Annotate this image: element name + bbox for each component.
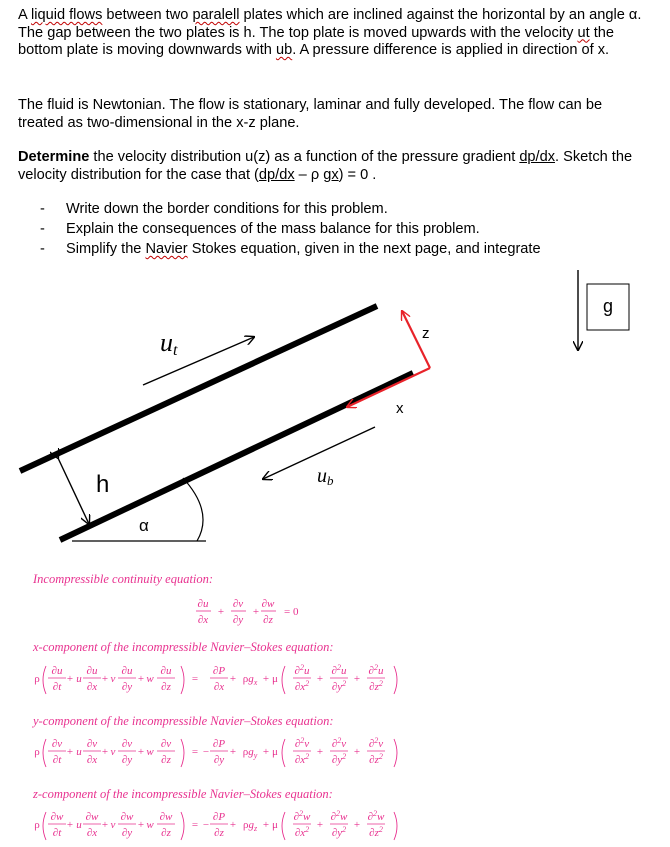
frac-den: $\partial y^2$	[331, 825, 347, 839]
frac-den: ∂t	[52, 681, 62, 693]
p3-text-3: – ρ	[294, 166, 324, 183]
operator: +	[316, 673, 324, 685]
frac	[157, 811, 175, 839]
frac-num: ∂$^2_v$	[368, 736, 384, 750]
operator: +	[316, 746, 324, 758]
task-3-post: Stokes equation, given in the next page, and integrate	[187, 241, 541, 257]
frac-den: $\partial y^2$	[331, 752, 347, 766]
num: ∂u	[197, 598, 209, 610]
operator: +	[101, 746, 109, 758]
gap-h-arrow	[58, 458, 89, 524]
frac	[118, 665, 136, 693]
paren-right	[394, 666, 397, 694]
operator: +	[66, 819, 74, 831]
p3-text-1: the velocity distribution u(z) as a function of the pressure gradient	[89, 149, 520, 165]
coef-w: w	[146, 673, 154, 685]
ns-equation-z	[34, 809, 397, 840]
x-axis-label: x	[396, 400, 404, 417]
operator: +	[229, 746, 237, 758]
operator: +	[101, 819, 109, 831]
paren-right	[181, 666, 184, 694]
frac	[293, 809, 311, 839]
den: ∂z	[263, 614, 273, 626]
frac	[48, 811, 66, 839]
equals: =	[191, 746, 199, 758]
operator: +	[353, 819, 361, 831]
frac	[330, 736, 348, 766]
frac-den: ∂z	[161, 681, 171, 693]
ub-label: ub	[317, 465, 334, 488]
problem-paragraph-2: The fluid is Newtonian. The flow is stationary, laminar and fully developed. The flow can be treated as two-dimensional in the x-z plane.	[18, 97, 603, 131]
frac	[48, 738, 66, 766]
frac-num: ∂v	[86, 738, 98, 750]
minus: −	[202, 746, 210, 758]
x-axis-arrow	[347, 368, 430, 407]
p1-ub: ub	[275, 42, 293, 59]
frac-den: ∂x	[213, 681, 225, 693]
op: +	[252, 606, 260, 618]
operator: +	[262, 673, 270, 685]
paren-right	[181, 739, 184, 767]
coef-u: u	[76, 819, 82, 831]
frac	[367, 809, 385, 839]
p3-text-4: ) = 0 .	[338, 166, 377, 183]
frac-num: ∂$^2_v$	[294, 736, 310, 750]
frac-num: ∂u	[160, 665, 172, 677]
frac	[210, 738, 228, 766]
task-3-pre: Simplify the	[66, 241, 146, 257]
frac-num: ∂$^2_u$	[368, 663, 384, 677]
mu: μ	[272, 673, 278, 685]
frac-den: ∂y	[213, 754, 225, 766]
num: ∂v	[232, 598, 244, 610]
frac-den: $\partial x^2$	[294, 679, 310, 693]
frac-num: ∂u	[86, 665, 98, 677]
paren-right	[394, 812, 397, 840]
operator: +	[229, 673, 237, 685]
frac-num: ∂w	[50, 811, 64, 823]
operator: +	[353, 673, 361, 685]
frac	[367, 663, 385, 693]
frac	[330, 809, 348, 839]
frac-den: $\partial z^2$	[369, 679, 383, 693]
frac	[48, 665, 66, 693]
frac	[118, 811, 136, 839]
p1-text-1: A	[18, 7, 31, 23]
gravity-term: ρgy	[242, 746, 258, 760]
frac-num: ∂v	[121, 738, 133, 750]
frac	[261, 598, 276, 626]
frac-den: ∂x	[86, 827, 98, 839]
angle-alpha-label: α	[139, 516, 149, 535]
paren-right	[394, 739, 397, 767]
p3-determine: Determine	[18, 149, 90, 165]
p3-dpdx: dp/dx	[519, 149, 556, 165]
frac-den: ∂z	[214, 827, 224, 839]
paren-left	[282, 812, 285, 840]
operator: +	[137, 673, 145, 685]
gap-h-label: h	[96, 471, 110, 498]
frac-num: ∂$^2_w$	[330, 809, 348, 823]
frac-den: ∂z	[161, 754, 171, 766]
mu: μ	[272, 819, 278, 831]
coef-u: u	[76, 746, 82, 758]
gravity-term: ρgx	[242, 673, 258, 687]
frac-num: ∂w	[159, 811, 173, 823]
operator: +	[101, 673, 109, 685]
operator: +	[262, 746, 270, 758]
x-component-title: x-component of the incompressible Navier–Stokes equation:	[33, 640, 334, 654]
frac-num: ∂P	[212, 811, 226, 823]
frac-num: ∂$^2_v$	[331, 736, 347, 750]
frac-num: ∂u	[121, 665, 133, 677]
frac-den: $\partial x^2$	[294, 825, 310, 839]
coef-v: v	[110, 746, 116, 758]
frac-den: ∂x	[86, 754, 98, 766]
equals-zero: = 0	[284, 606, 299, 618]
frac-num: ∂$^2_u$	[331, 663, 347, 677]
p1-text-4: the bottom plate is moving downwards with	[18, 24, 614, 59]
frac	[83, 811, 101, 839]
z-component-title: z-component of the incompressible Navier–Stokes equation:	[33, 787, 333, 801]
equals: =	[191, 819, 199, 831]
frac	[367, 736, 385, 766]
frac-num: ∂u	[51, 665, 63, 677]
frac-num: ∂$^2_w$	[293, 809, 311, 823]
operator: +	[316, 819, 324, 831]
frac-den: $\partial y^2$	[331, 679, 347, 693]
frac	[196, 598, 211, 626]
coef-w: w	[146, 746, 154, 758]
num: ∂w	[261, 598, 275, 610]
frac-den: $\partial x^2$	[294, 752, 310, 766]
frac-den: $\partial z^2$	[369, 825, 383, 839]
frac-den: ∂y	[121, 827, 133, 839]
frac	[330, 663, 348, 693]
operator: +	[66, 673, 74, 685]
p1-liquid-flows: liquid flows	[30, 7, 103, 23]
den: ∂x	[197, 614, 209, 626]
p3-text-2: . Sketch the velocity distribution for the case that (	[18, 149, 633, 183]
frac-num: ∂v	[51, 738, 63, 750]
frac-num: ∂P	[212, 665, 226, 677]
p1-text-3: plates which are inclined against the horizontal by an angle α. The gap between the two plates is h. The top plate is moved upwards with the velocity	[18, 7, 642, 41]
frac	[231, 598, 246, 626]
frac-den: ∂y	[121, 681, 133, 693]
frac	[210, 665, 228, 693]
frac	[157, 738, 175, 766]
ns-equation-x	[34, 663, 397, 694]
paren-left	[282, 739, 285, 767]
op: +	[217, 606, 225, 618]
rho: ρ	[34, 673, 40, 685]
p1-paralell: paralell	[192, 7, 240, 23]
frac	[210, 811, 228, 839]
frac	[157, 665, 175, 693]
p1-ut: ut	[577, 24, 590, 41]
operator: +	[353, 746, 361, 758]
frac-den: ∂y	[121, 754, 133, 766]
p1-text-2: between two	[102, 7, 193, 23]
paren-right	[181, 812, 184, 840]
frac-den: ∂x	[86, 681, 98, 693]
paren-left	[43, 812, 46, 840]
paren-left	[43, 666, 46, 694]
p1-text-5: . A pressure difference is applied in direction of x.	[292, 42, 610, 59]
coef-v: v	[110, 819, 116, 831]
task-item: - Write down the border conditions for this problem.	[40, 199, 640, 219]
task-3-navier: Navier	[145, 241, 188, 257]
ns-equation-y	[34, 736, 397, 767]
task-item: - Explain the consequences of the mass balance for this problem.	[40, 219, 640, 239]
bottom-plate	[60, 373, 413, 540]
z-axis-label: z	[422, 325, 430, 342]
operator: +	[229, 819, 237, 831]
continuity-title: Incompressible continuity equation:	[33, 572, 214, 586]
mu: μ	[272, 746, 278, 758]
frac-num: ∂$^2_u$	[294, 663, 310, 677]
den: ∂y	[232, 614, 244, 626]
continuity-equation	[196, 598, 299, 626]
rho: ρ	[34, 746, 40, 758]
gravity-label: g	[602, 296, 614, 316]
frac-den: ∂t	[52, 754, 62, 766]
frac-num: ∂v	[160, 738, 172, 750]
p3-gx: gx	[323, 166, 339, 183]
frac-num: ∂w	[85, 811, 99, 823]
top-plate	[20, 306, 377, 471]
coef-v: v	[110, 673, 116, 685]
operator: +	[66, 746, 74, 758]
coef-w: w	[146, 819, 154, 831]
p3-dpdx-2: dp/dx	[258, 166, 295, 183]
operator: +	[262, 819, 270, 831]
equals: =	[191, 673, 199, 685]
gravity-term: ρgz	[242, 819, 258, 833]
frac-num: ∂$^2_w$	[367, 809, 385, 823]
ut-label: ut	[160, 328, 178, 359]
frac-den: ∂t	[52, 827, 62, 839]
rho: ρ	[34, 819, 40, 831]
paren-left	[43, 739, 46, 767]
frac-num: ∂P	[212, 738, 226, 750]
y-component-title: y-component of the incompressible Navier–Stokes equation:	[33, 714, 334, 728]
frac	[83, 665, 101, 693]
angle-arc	[183, 478, 203, 541]
minus: −	[202, 819, 210, 831]
operator: +	[137, 746, 145, 758]
frac	[83, 738, 101, 766]
operator: +	[137, 819, 145, 831]
frac-den: ∂z	[161, 827, 171, 839]
frac	[293, 736, 311, 766]
coef-u: u	[76, 673, 82, 685]
frac	[293, 663, 311, 693]
frac-den: $\partial z^2$	[369, 752, 383, 766]
paren-left	[282, 666, 285, 694]
frac-num: ∂w	[120, 811, 134, 823]
frac	[118, 738, 136, 766]
